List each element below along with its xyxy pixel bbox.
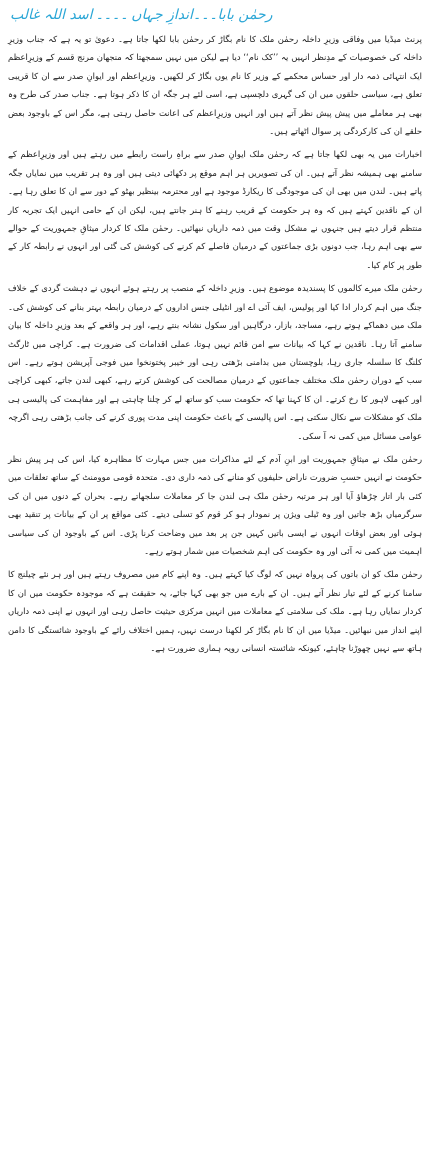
title-separator: ۔۔۔۔ xyxy=(95,7,129,23)
article-paragraph: رحمٰن ملک کو ان باتوں کی پرواہ نہیں کہ لوگ کیا کہتے ہیں۔ وہ اپنے کام میں مصروف رہتے ہیں اور ہر نئے چیلنج کا سامنا کرنے کے لئے تیار نظر آتے ہیں۔ ان کے بارے میں جو بھی کہا جائے، یہ حقیقت ہے کہ موجودہ حکومت میں ان کا کردار نمایاں رہا ہے۔ ملک کی سلامتی کے معاملات میں انہیں مرکزی حیثیت حاصل رہی اور انہوں نے اپنی ذمہ داریاں اپنے انداز میں نبھائیں۔ میڈیا میں ان کا نام بگاڑ کر لکھنا درست نہیں، ہمیں اختلاف رائے کے باوجود شائستگی کا دامن ہاتھ سے نہیں چھوڑنا چاہئے، کیونکہ شائستہ انسانی رویہ ہماری ضرورت ہے۔ xyxy=(8,569,422,653)
column-title xyxy=(10,7,272,23)
column-header xyxy=(0,0,432,30)
column-title-main: رحمٰن بابا۔۔۔ xyxy=(192,7,273,23)
article-body xyxy=(0,30,432,1145)
article-paragraph: رحمٰن ملک میرے کالموں کا پسندیدہ موضوع ہیں۔ وزیرِ داخلہ کے منصب پر رہتے ہوئے انہوں نے دہشت گردی کے خلاف جنگ میں اہم کردار ادا کیا اور پولیس، ایف آئی اے اور انٹیلی جنس اداروں کے درمیان رابطہ بہتر بنانے کی کوشش کی۔ ملک میں دھماکے ہوتے رہے، مساجد، بازار، درگاہیں اور سکول نشانہ بنتے رہے، اور ہر واقعے کے بعد وزیرِ داخلہ کا بیان سامنے آتا رہا۔ ناقدین نے کہا کہ بیانات سے امن قائم نہیں ہوتا، عملی اقدامات کی ضرورت ہے۔ کراچی میں ٹارگٹ کلنگ کا سلسلہ جاری رہا، بلوچستان میں بدامنی بڑھتی رہی اور خیبر پختونخوا میں فوجی آپریشن ہوتے رہے۔ اس سب کے دوران رحمٰن ملک مختلف جماعتوں کے درمیان مصالحت کی کوشش کرتے رہے، کبھی لندن جاتے، کبھی کراچی اور کبھی لاہور کا رخ کرتے۔ ان کا کہنا تھا کہ حکومت سب کو ساتھ لے کر چلنا چاہتی ہے اور مفاہمت کی پالیسی ہی ملک کو مشکلات سے نکال سکتی ہے۔ اس پالیسی کے باعث حکومت اپنی مدت پوری کرنے کی جانب بڑھتی رہی اگرچہ عوامی مسائل میں کمی نہ آ سکی۔ xyxy=(8,283,422,441)
article-paragraph: رحمٰن ملک نے میثاقِ جمہوریت اور ابنِ آدم کے لئے مذاکرات میں جس مہارت کا مظاہرہ کیا، اس کی ہر پیش نظر حکومت نے انہیں حسبِ ضرورت ناراض حلیفوں کو منانے کی ذمہ داری دی۔ متحدہ قومی موومنٹ کے ساتھ تعلقات میں کئی بار اتار چڑھاؤ آیا اور ہر مرتبہ رحمٰن ملک ہی لندن جا کر معاملات سلجھاتے رہے۔ بحران کے دنوں میں ان کی سرگرمیاں بڑھ جاتیں اور وہ ٹیلی ویژن پر نمودار ہو کر قوم کو تسلی دیتے۔ کئی مواقع پر ان کے بیانات پر تنقید بھی ہوئی اور بعض اوقات انہوں نے ایسی باتیں کہیں جن پر بعد میں وضاحت کرنا پڑی۔ اس کے باوجود ان کی سیاسی اہمیت میں کمی نہ آئی اور وہ حکومت کی اہم شخصیات میں شمار ہوتے رہے۔ xyxy=(8,453,422,556)
column-name: اندازِ جہاں xyxy=(131,7,193,23)
article-paragraph: پرنٹ میڈیا میں وفاقی وزیرِ داخلہ رحمٰن ملک کا نام بگاڑ کر رحمٰن بابا لکھا جاتا ہے۔ دعویٰ تو یہ ہے کہ جناب وزیرِ داخلہ کی خصوصیات کے مدِنظر انہیں یہ ’’کک نام‘‘ دیا ہے لیکن میں نہیں سمجھتا کہ منجھان مرنج قسم کے وزیرِاعظم ایک انتہائی ذمہ دار اور حساس محکمے کے وزیر کا نام یوں بگاڑ کر لکھیں۔ وزیرِاعظم اور ایوانِ صدر سے ان کا قریبی تعلق ہے، سیاسی حلقوں میں ان کی گہری دلچسپی ہے، اسی لئے ہر جگہ ان کا ذکر ہوتا ہے۔ جناب صدر کی طرح وہ بھی ہر معاملے میں پیش پیش نظر آتے ہیں اور انہیں وزیرِاعظم کی اعانت حاصل رہتی ہے، مگر اس کے باوجود بعض حلقے ان کی کارکردگی پر سوال اٹھاتے ہیں۔ xyxy=(8,34,422,137)
author-name: اسد اللہ غالب xyxy=(10,7,93,23)
article-paragraph: اخبارات میں یہ بھی لکھا جاتا ہے کہ رحمٰن ملک ایوانِ صدر سے براہِ راست رابطے میں رہتے ہیں اور وزیرِاعظم کے سامنے بھی ہمیشہ نظر آتے ہیں۔ ان کی تصویریں ہر اہم موقع پر دکھائی دیتی ہیں اور وہ ہر تقریب میں نمایاں جگہ پاتے ہیں۔ لندن میں بھی ان کی موجودگی کا ریکارڈ موجود ہے اور محترمہ بینظیر بھٹو کے دور سے ان کا تعلق رہا ہے۔ ان کے ناقدین کہتے ہیں کہ وہ ہر حکومت کے قریب رہنے کا ہنر جانتے ہیں، لیکن ان کے حامی انہیں ایک تجربہ کار منتظم قرار دیتے ہیں جنہوں نے مشکل وقت میں ذمہ داریاں نبھائیں۔ رحمٰن ملک کا کردار میثاقِ جمہوریت کے حوالے سے بھی اہم رہا، جب دونوں بڑی جماعتوں کے درمیان فاصلے کم کرنے کی کوشش کی گئی اور انہوں نے رابطہ کار کے طور پر کام کیا۔ xyxy=(8,149,422,270)
